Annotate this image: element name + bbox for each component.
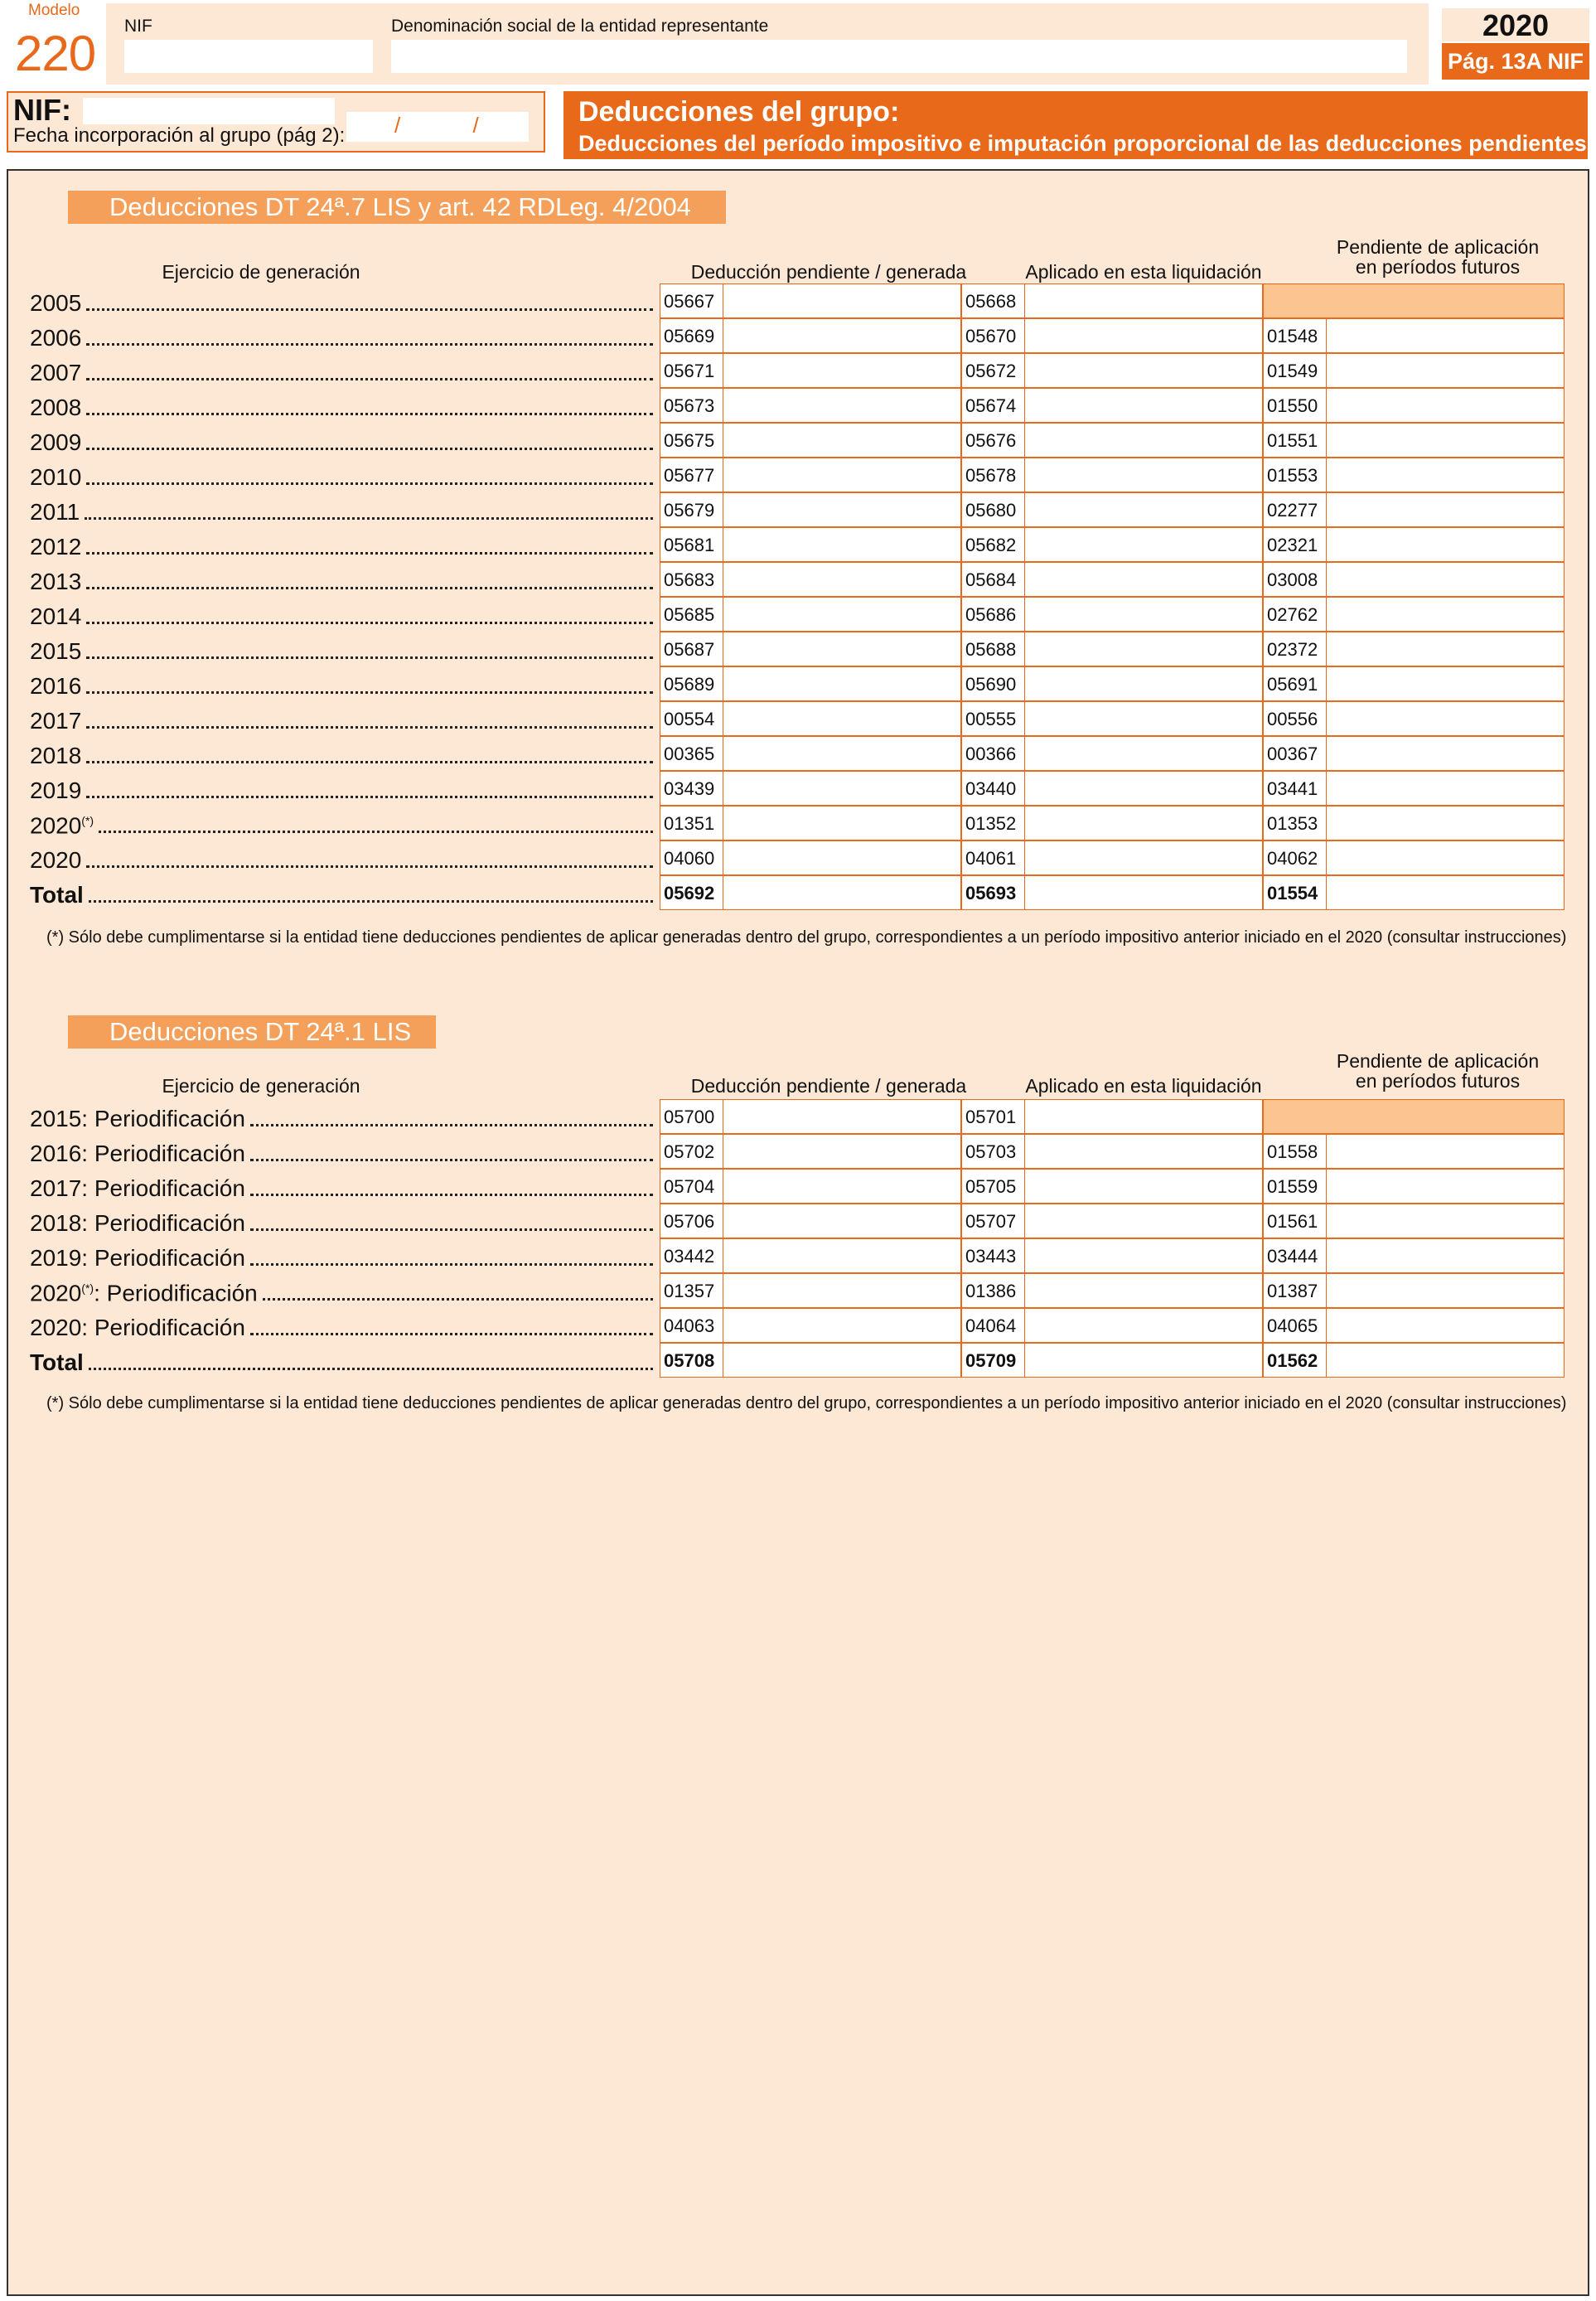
row-label-suffix: : Periodificación	[94, 1280, 258, 1306]
box-code: 01548	[1264, 319, 1327, 352]
section1-title: Deducciones DT 24ª.7 LIS y art. 42 RDLeg. 4/2004	[68, 191, 726, 224]
row-label-text: Total	[30, 1349, 84, 1375]
amount-field-deduccion[interactable]	[660, 806, 961, 840]
box-code: 05706	[660, 1204, 723, 1238]
row-label	[30, 1205, 655, 1237]
row-label	[30, 1310, 655, 1341]
box-code: 05672	[962, 354, 1025, 387]
leader-dots	[86, 413, 653, 415]
year-badge: 2020	[1442, 8, 1589, 41]
amount-field-aplicado[interactable]	[961, 632, 1263, 666]
leader-dots	[86, 482, 653, 485]
row-label	[30, 807, 655, 839]
fecha-incorporacion-label: Fecha incorporación al grupo (pág 2):	[13, 124, 346, 147]
leader-dots	[86, 343, 653, 346]
amount-field-deduccion[interactable]	[660, 1238, 961, 1273]
amount-field-pendiente[interactable]	[1263, 666, 1565, 701]
amount-field-aplicado[interactable]	[961, 562, 1263, 597]
row-label	[30, 320, 655, 351]
box-code: 05703	[962, 1135, 1025, 1168]
box-code: 03008	[1264, 563, 1327, 596]
amount-field-pendiente[interactable]	[1263, 423, 1565, 458]
column-header-ejercicio: Ejercicio de generación	[162, 1075, 360, 1097]
box-code: 05705	[962, 1170, 1025, 1203]
row-label	[30, 1344, 655, 1376]
box-code: 00365	[660, 737, 723, 770]
row-label	[30, 285, 655, 317]
row-label	[30, 494, 655, 526]
box-code: 01553	[1264, 458, 1327, 492]
box-code: 00556	[1264, 702, 1327, 735]
amount-field-pendiente[interactable]	[1263, 597, 1565, 632]
footnote-marker: (*)	[81, 1281, 94, 1295]
box-code: 01352	[962, 807, 1025, 840]
fecha-separators: / /	[394, 113, 512, 138]
box-code: 05704	[660, 1170, 723, 1203]
box-code: 04062	[1264, 841, 1327, 874]
amount-field-pendiente[interactable]	[1263, 840, 1565, 875]
row-label-text: 2017	[30, 708, 82, 734]
box-code: 04061	[962, 841, 1025, 874]
footnote-marker: (*)	[81, 813, 94, 827]
row-label-text: 2009	[30, 429, 82, 455]
row-label	[30, 529, 655, 560]
amount-field-pendiente[interactable]	[1263, 458, 1565, 492]
box-code: 05693	[962, 876, 1025, 909]
box-code: 05684	[962, 563, 1025, 596]
amount-field-pendiente[interactable]	[1263, 806, 1565, 840]
amount-field-aplicado[interactable]	[961, 1238, 1263, 1273]
amount-field-aplicado[interactable]	[961, 806, 1263, 840]
row-label	[30, 668, 655, 700]
row-label-text: 2012	[30, 534, 82, 560]
leader-dots	[250, 1124, 653, 1126]
row-label	[30, 773, 655, 804]
box-code: 01387	[1264, 1274, 1327, 1307]
box-code: 01559	[1264, 1170, 1327, 1203]
amount-field-pendiente[interactable]	[1263, 318, 1565, 353]
modelo-number: 220	[15, 26, 96, 81]
column-header-aplicado: Aplicado en esta liquidación	[1025, 1075, 1262, 1097]
box-code: 01551	[1264, 424, 1327, 457]
amount-field-aplicado[interactable]	[961, 666, 1263, 701]
leader-dots	[86, 865, 653, 868]
amount-field-aplicado[interactable]	[961, 1204, 1263, 1238]
leader-dots	[89, 900, 653, 903]
box-code: 02762	[1264, 598, 1327, 631]
leader-dots	[86, 691, 653, 694]
row-label	[30, 598, 655, 630]
column-header-deduccion: Deducción pendiente / generada	[690, 1075, 967, 1097]
row-label-text: 2006	[30, 325, 82, 351]
amount-field-pendiente[interactable]	[1263, 1273, 1565, 1308]
amount-field-pendiente[interactable]	[1263, 736, 1565, 771]
box-code: 05678	[962, 458, 1025, 492]
box-code: 05688	[962, 632, 1025, 666]
box-code: 05680	[962, 493, 1025, 526]
box-code: 05689	[660, 667, 723, 700]
row-label-text: 2018	[30, 743, 82, 768]
amount-field-pendiente[interactable]	[1263, 1134, 1565, 1169]
amount-field-aplicado[interactable]	[961, 458, 1263, 492]
amount-field-pendiente[interactable]	[1263, 388, 1565, 423]
nif-big-label: NIF:	[13, 93, 71, 127]
box-code: 00366	[962, 737, 1025, 770]
amount-field-deduccion[interactable]	[660, 353, 961, 388]
row-label-text: 2020: Periodificación	[30, 1315, 245, 1340]
section2-footnote: (*) Sólo debe cumplimentarse si la entidad tiene deducciones pendientes de aplicar generadas dentro del grupo, correspondientes a un período impositivo anterior iniciado en el 2020 (consultar instrucciones)	[46, 1394, 1567, 1412]
box-code: 05709	[962, 1344, 1025, 1377]
row-label-text: 2020(*): Periodificación	[30, 1280, 258, 1306]
box-code: 05691	[1264, 667, 1327, 700]
box-code: 01549	[1264, 354, 1327, 387]
box-code: 02277	[1264, 493, 1327, 526]
row-label-text: 2019	[30, 777, 82, 803]
box-code: 00555	[962, 702, 1025, 735]
amount-field-deduccion[interactable]	[660, 736, 961, 771]
box-code: 03439	[660, 772, 723, 805]
column-header-aplicado: Aplicado en esta liquidación	[1025, 261, 1262, 283]
box-code: 05702	[660, 1135, 723, 1168]
row-label	[30, 703, 655, 734]
row-label-text: 2005	[30, 290, 82, 316]
column-header-pendiente-line2: en períodos futuros	[1355, 1070, 1521, 1092]
box-code: 05670	[962, 319, 1025, 352]
nif-big-field[interactable]	[83, 98, 335, 124]
amount-field-pendiente[interactable]	[1263, 1308, 1565, 1343]
leader-dots	[86, 656, 653, 659]
row-label	[30, 1275, 655, 1306]
leader-dots	[86, 448, 653, 450]
amount-field-aplicado[interactable]	[961, 1134, 1263, 1169]
leader-dots	[250, 1333, 653, 1335]
leader-dots	[86, 587, 653, 589]
box-code: 04063	[660, 1309, 723, 1342]
box-code: 05692	[660, 876, 723, 909]
amount-field-deduccion[interactable]	[660, 1169, 961, 1204]
page-subtitle: Deducciones del período impositivo e imputación proporcional de las deducciones pendientes	[578, 131, 1587, 156]
section1-footnote: (*) Sólo debe cumplimentarse si la entidad tiene deducciones pendientes de aplicar generadas dentro del grupo, correspondientes a un período impositivo anterior iniciado en el 2020 (consultar instrucciones)	[46, 928, 1567, 947]
box-code: 05671	[660, 354, 723, 387]
box-code: 04065	[1264, 1309, 1327, 1342]
row-label	[30, 1240, 655, 1272]
box-code: 01554	[1264, 876, 1327, 909]
box-code: 05700	[660, 1100, 723, 1133]
amount-field-deduccion[interactable]	[660, 1204, 961, 1238]
denominacion-label: Denominación social de la entidad representante	[391, 17, 769, 36]
row-label-text: 2017: Periodificación	[30, 1175, 245, 1201]
amount-field-deduccion[interactable]	[660, 527, 961, 562]
row-label	[30, 390, 655, 421]
row-label-text: 2014	[30, 603, 82, 629]
column-header-deduccion: Deducción pendiente / generada	[690, 261, 967, 283]
amount-field-pendiente	[1263, 283, 1565, 318]
leader-dots	[99, 831, 653, 833]
leader-dots	[250, 1159, 653, 1161]
section2-title: Deducciones DT 24ª.1 LIS	[68, 1015, 436, 1049]
row-label-text: 2020	[30, 847, 82, 873]
box-code: 05668	[962, 284, 1025, 317]
box-code: 05673	[660, 389, 723, 422]
amount-field-pendiente[interactable]	[1263, 527, 1565, 562]
row-label	[30, 877, 655, 908]
box-code: 05669	[660, 319, 723, 352]
box-code: 05679	[660, 493, 723, 526]
column-header-pendiente	[1309, 237, 1566, 277]
amount-field-pendiente[interactable]	[1263, 875, 1565, 910]
row-label-text: 2015: Periodificación	[30, 1106, 245, 1131]
page-badge: Pág. 13A NIF	[1442, 43, 1589, 80]
row-label-text: 2010	[30, 464, 82, 490]
page-title: Deducciones del grupo:	[578, 96, 900, 128]
box-code: 05674	[962, 389, 1025, 422]
box-code: 00367	[1264, 737, 1327, 770]
column-header-pendiente-line2: en períodos futuros	[1355, 256, 1521, 278]
row-label-text: 2011	[30, 499, 80, 525]
row-label-text: 2016	[30, 673, 82, 699]
row-label-text: 2015	[30, 638, 82, 664]
amount-field-deduccion[interactable]	[660, 875, 961, 910]
nif-label: NIF	[124, 17, 152, 36]
row-label-text: Total	[30, 882, 84, 908]
amount-field-pendiente[interactable]	[1263, 771, 1565, 806]
row-label	[30, 1136, 655, 1167]
box-code: 03440	[962, 772, 1025, 805]
row-label-text: 2020(*)	[30, 812, 94, 838]
box-code: 00554	[660, 702, 723, 735]
amount-field-aplicado[interactable]	[961, 701, 1263, 736]
box-code: 05690	[962, 667, 1025, 700]
amount-field-pendiente[interactable]	[1263, 562, 1565, 597]
leader-dots	[86, 378, 653, 380]
leader-dots	[250, 1194, 653, 1196]
amount-field-aplicado[interactable]	[961, 875, 1263, 910]
box-code: 02321	[1264, 528, 1327, 561]
box-code: 05667	[660, 284, 723, 317]
row-label	[30, 1170, 655, 1202]
amount-field-aplicado[interactable]	[961, 771, 1263, 806]
leader-dots	[250, 1228, 653, 1231]
row-label	[30, 564, 655, 595]
leader-dots	[86, 726, 653, 729]
box-code: 03442	[660, 1239, 723, 1272]
amount-field-deduccion[interactable]	[660, 562, 961, 597]
amount-field-pendiente[interactable]	[1263, 1169, 1565, 1204]
row-label-text: 2007	[30, 360, 82, 385]
amount-field-deduccion[interactable]	[660, 1343, 961, 1378]
row-label-text: 2008	[30, 395, 82, 420]
row-label	[30, 424, 655, 456]
row-label	[30, 842, 655, 874]
box-code: 01386	[962, 1274, 1025, 1307]
amount-field-deduccion[interactable]	[660, 1273, 961, 1308]
box-code: 04060	[660, 841, 723, 874]
box-code: 01562	[1264, 1344, 1327, 1377]
amount-field-deduccion[interactable]	[660, 771, 961, 806]
amount-field-aplicado[interactable]	[961, 1099, 1263, 1134]
amount-field-deduccion[interactable]	[660, 458, 961, 492]
leader-dots	[85, 517, 653, 520]
amount-field-aplicado[interactable]	[961, 1169, 1263, 1204]
row-label-text: 2018: Periodificación	[30, 1210, 245, 1236]
amount-field-pendiente	[1263, 1099, 1565, 1134]
amount-field-aplicado[interactable]	[961, 527, 1263, 562]
leader-dots	[86, 796, 653, 798]
box-code: 01558	[1264, 1135, 1327, 1168]
box-code: 05707	[962, 1204, 1025, 1238]
leader-dots	[89, 1368, 653, 1370]
amount-field-aplicado[interactable]	[961, 840, 1263, 875]
amount-field-deduccion[interactable]	[660, 666, 961, 701]
box-code: 05677	[660, 458, 723, 492]
box-code: 04064	[962, 1309, 1025, 1342]
amount-field-aplicado[interactable]	[961, 1308, 1263, 1343]
column-header-pendiente-line1: Pendiente de aplicación	[1336, 1050, 1540, 1072]
box-code: 05686	[962, 598, 1025, 631]
amount-field-aplicado[interactable]	[961, 1343, 1263, 1378]
leader-dots	[86, 761, 653, 763]
box-code: 01351	[660, 807, 723, 840]
box-code: 05683	[660, 563, 723, 596]
column-header-pendiente	[1309, 1051, 1566, 1091]
amount-field-deduccion[interactable]	[660, 388, 961, 423]
amount-field-aplicado[interactable]	[961, 423, 1263, 458]
row-label	[30, 1101, 655, 1132]
box-code: 05701	[962, 1100, 1025, 1133]
box-code: 05685	[660, 598, 723, 631]
amount-field-aplicado[interactable]	[961, 736, 1263, 771]
amount-field-aplicado[interactable]	[961, 353, 1263, 388]
amount-field-deduccion[interactable]	[660, 1134, 961, 1169]
row-label	[30, 633, 655, 665]
amount-field-pendiente[interactable]	[1263, 701, 1565, 736]
box-code: 05681	[660, 528, 723, 561]
amount-field-deduccion[interactable]	[660, 701, 961, 736]
amount-field-deduccion[interactable]	[660, 597, 961, 632]
amount-field-pendiente[interactable]	[1263, 1238, 1565, 1273]
row-label	[30, 459, 655, 491]
amount-field-aplicado[interactable]	[961, 597, 1263, 632]
amount-field-aplicado[interactable]	[961, 492, 1263, 527]
leader-dots	[86, 552, 653, 555]
row-label-text: 2013	[30, 569, 82, 594]
amount-field-pendiente[interactable]	[1263, 353, 1565, 388]
box-code: 05675	[660, 424, 723, 457]
amount-field-deduccion[interactable]	[660, 1099, 961, 1134]
amount-field-pendiente[interactable]	[1263, 492, 1565, 527]
amount-field-aplicado[interactable]	[961, 1273, 1263, 1308]
amount-field-pendiente[interactable]	[1263, 1204, 1565, 1238]
box-code: 01561	[1264, 1204, 1327, 1238]
leader-dots	[263, 1298, 653, 1301]
box-code: 03441	[1264, 772, 1327, 805]
row-label	[30, 738, 655, 769]
box-code: 01550	[1264, 389, 1327, 422]
modelo-label: Modelo	[28, 2, 80, 19]
box-code: 02372	[1264, 632, 1327, 666]
box-code: 05676	[962, 424, 1025, 457]
amount-field-deduccion[interactable]	[660, 283, 961, 318]
row-label	[30, 355, 655, 386]
box-code: 05682	[962, 528, 1025, 561]
row-label-text: 2019: Periodificación	[30, 1245, 245, 1271]
amount-field-aplicado[interactable]	[961, 388, 1263, 423]
box-code: 03444	[1264, 1239, 1327, 1272]
box-code: 05687	[660, 632, 723, 666]
amount-field-aplicado[interactable]	[961, 283, 1263, 318]
amount-field-aplicado[interactable]	[961, 318, 1263, 353]
leader-dots	[250, 1263, 653, 1266]
leader-dots	[86, 622, 653, 624]
box-code: 01353	[1264, 807, 1327, 840]
amount-field-deduccion[interactable]	[660, 492, 961, 527]
amount-field-pendiente[interactable]	[1263, 1343, 1565, 1378]
column-header-pendiente-line1: Pendiente de aplicación	[1336, 236, 1540, 258]
box-code: 05708	[660, 1344, 723, 1377]
column-header-ejercicio: Ejercicio de generación	[162, 261, 360, 283]
amount-field-deduccion[interactable]	[660, 840, 961, 875]
amount-field-deduccion[interactable]	[660, 423, 961, 458]
denominacion-field[interactable]	[391, 40, 1407, 73]
box-code: 01357	[660, 1274, 723, 1307]
amount-field-deduccion[interactable]	[660, 632, 961, 666]
row-label-text: 2016: Periodificación	[30, 1141, 245, 1166]
box-code: 03443	[962, 1239, 1025, 1272]
amount-field-pendiente[interactable]	[1263, 632, 1565, 666]
amount-field-deduccion[interactable]	[660, 318, 961, 353]
amount-field-deduccion[interactable]	[660, 1308, 961, 1343]
leader-dots	[86, 308, 653, 311]
nif-field[interactable]	[124, 40, 373, 73]
